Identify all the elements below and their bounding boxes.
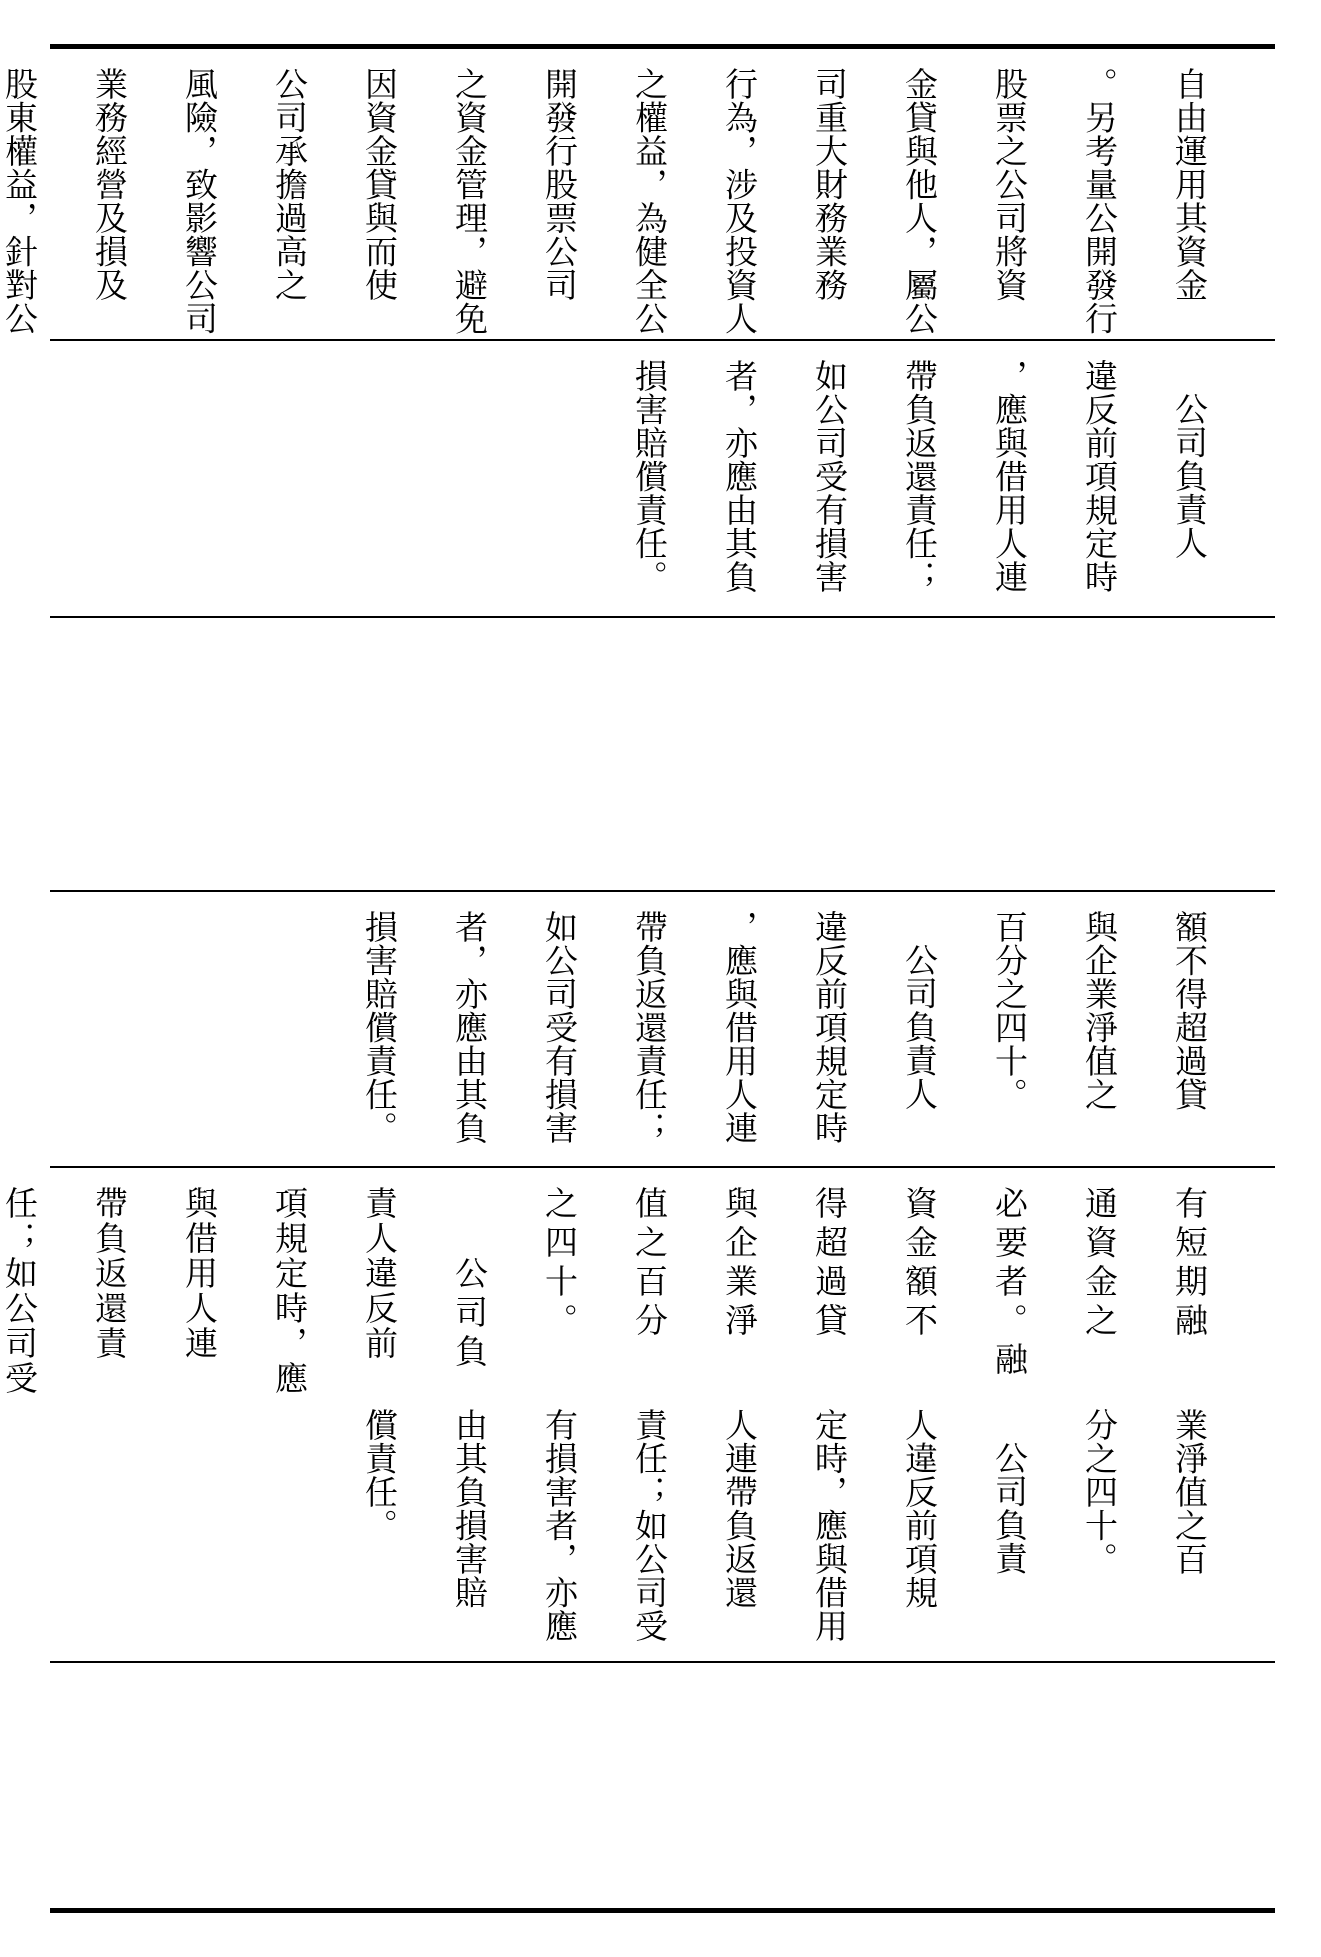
- text-line: 公司負責: [990, 1441, 1029, 1575]
- text-line: 公司負責人: [900, 943, 939, 1111]
- row-divider-5: [50, 1661, 1275, 1663]
- text-line: 行為，涉及投資人: [720, 67, 759, 335]
- text-line: 業淨值之百: [1170, 1408, 1209, 1576]
- text-line: 與企業淨: [720, 1186, 759, 1342]
- text-line: 股東權益，針對公: [0, 67, 39, 335]
- text-line: 自由運用其資金: [1170, 67, 1209, 302]
- empty-section: [50, 618, 1275, 890]
- text-line: 如公司受有損害: [810, 359, 849, 594]
- text-line: 百分之四十。: [990, 910, 1029, 1111]
- amended-text: [50, 341, 1275, 616]
- proposal-text-a: [50, 892, 1275, 1166]
- text-line: 之四十。: [540, 1186, 579, 1342]
- explanation-text: [0, 49, 1275, 339]
- text-line: 分之四十。: [1080, 1408, 1119, 1576]
- text-line: 公司負: [450, 1256, 489, 1373]
- text-line: ，應與借用人連: [990, 359, 1029, 594]
- text-line: 司重大財務業務: [810, 67, 849, 302]
- current-text: [50, 1408, 1275, 1661]
- text-line: 得超過貸: [810, 1186, 849, 1342]
- text-line: 值之百分: [630, 1186, 669, 1342]
- text-line: 之權益，為健全公: [630, 67, 669, 335]
- text-line: 帶負返還責: [90, 1186, 129, 1361]
- text-line: 損害賠償責任。: [630, 359, 669, 594]
- text-line: 償責任。: [360, 1408, 399, 1542]
- text-line: 因資金貸與而使: [360, 67, 399, 302]
- text-line: 任；如公司受: [0, 1186, 39, 1396]
- text-line: 與企業淨值之: [1080, 910, 1119, 1111]
- text-line: ，應與借用人連: [720, 910, 759, 1145]
- text-line: 責人違反前: [360, 1186, 399, 1361]
- text-line: 業務經營及損及: [90, 67, 129, 302]
- text-line: 公司承擔過高之: [270, 67, 309, 302]
- text-line: 有損害者，亦應: [540, 1408, 579, 1643]
- explanation-section: [0, 49, 1275, 339]
- text-line: 之資金管理，避免: [450, 67, 489, 335]
- text-line: 損害賠償責任。: [360, 910, 399, 1145]
- text-line: 者，亦應由其負: [720, 359, 759, 594]
- text-line: 。另考量公開發行: [1080, 67, 1119, 335]
- text-line: 者，亦應由其負: [450, 910, 489, 1145]
- current-text-section: [50, 1408, 1275, 1661]
- text-line: 必要者。融: [990, 1186, 1029, 1381]
- text-line: 風險，致影響公司: [180, 67, 219, 335]
- text-line: 開發行股票公司: [540, 67, 579, 302]
- text-line: 定時，應與借用: [810, 1408, 849, 1643]
- text-line: 資金額不: [900, 1186, 939, 1342]
- text-line: 金貸與他人，屬公: [900, 67, 939, 335]
- text-line: 由其負損害賠: [450, 1408, 489, 1609]
- text-line: 人連帶負返還: [720, 1408, 759, 1609]
- text-line: 如公司受有損害: [540, 910, 579, 1145]
- text-line: 通資金之: [1080, 1186, 1119, 1342]
- text-line: 人違反前項規: [900, 1408, 939, 1609]
- text-line: 股票之公司將資: [990, 67, 1029, 302]
- amended-text-section: [50, 341, 1275, 616]
- text-line: 違反前項規定時: [810, 910, 849, 1145]
- text-line: 公司負責人: [1170, 392, 1209, 560]
- text-line: 額不得超過貸: [1170, 910, 1209, 1111]
- text-line: 責任；如公司受: [630, 1408, 669, 1643]
- proposal-text-section-a: [50, 892, 1275, 1166]
- bottom-border: [50, 1908, 1275, 1913]
- text-line: 帶負返還責任；: [630, 910, 669, 1145]
- text-line: 項規定時，應: [270, 1186, 309, 1396]
- text-line: 有短期融: [1170, 1186, 1209, 1342]
- text-line: 違反前項規定時: [1080, 359, 1119, 594]
- text-line: 帶負返還責任；: [900, 359, 939, 594]
- text-line: 與借用人連: [180, 1186, 219, 1361]
